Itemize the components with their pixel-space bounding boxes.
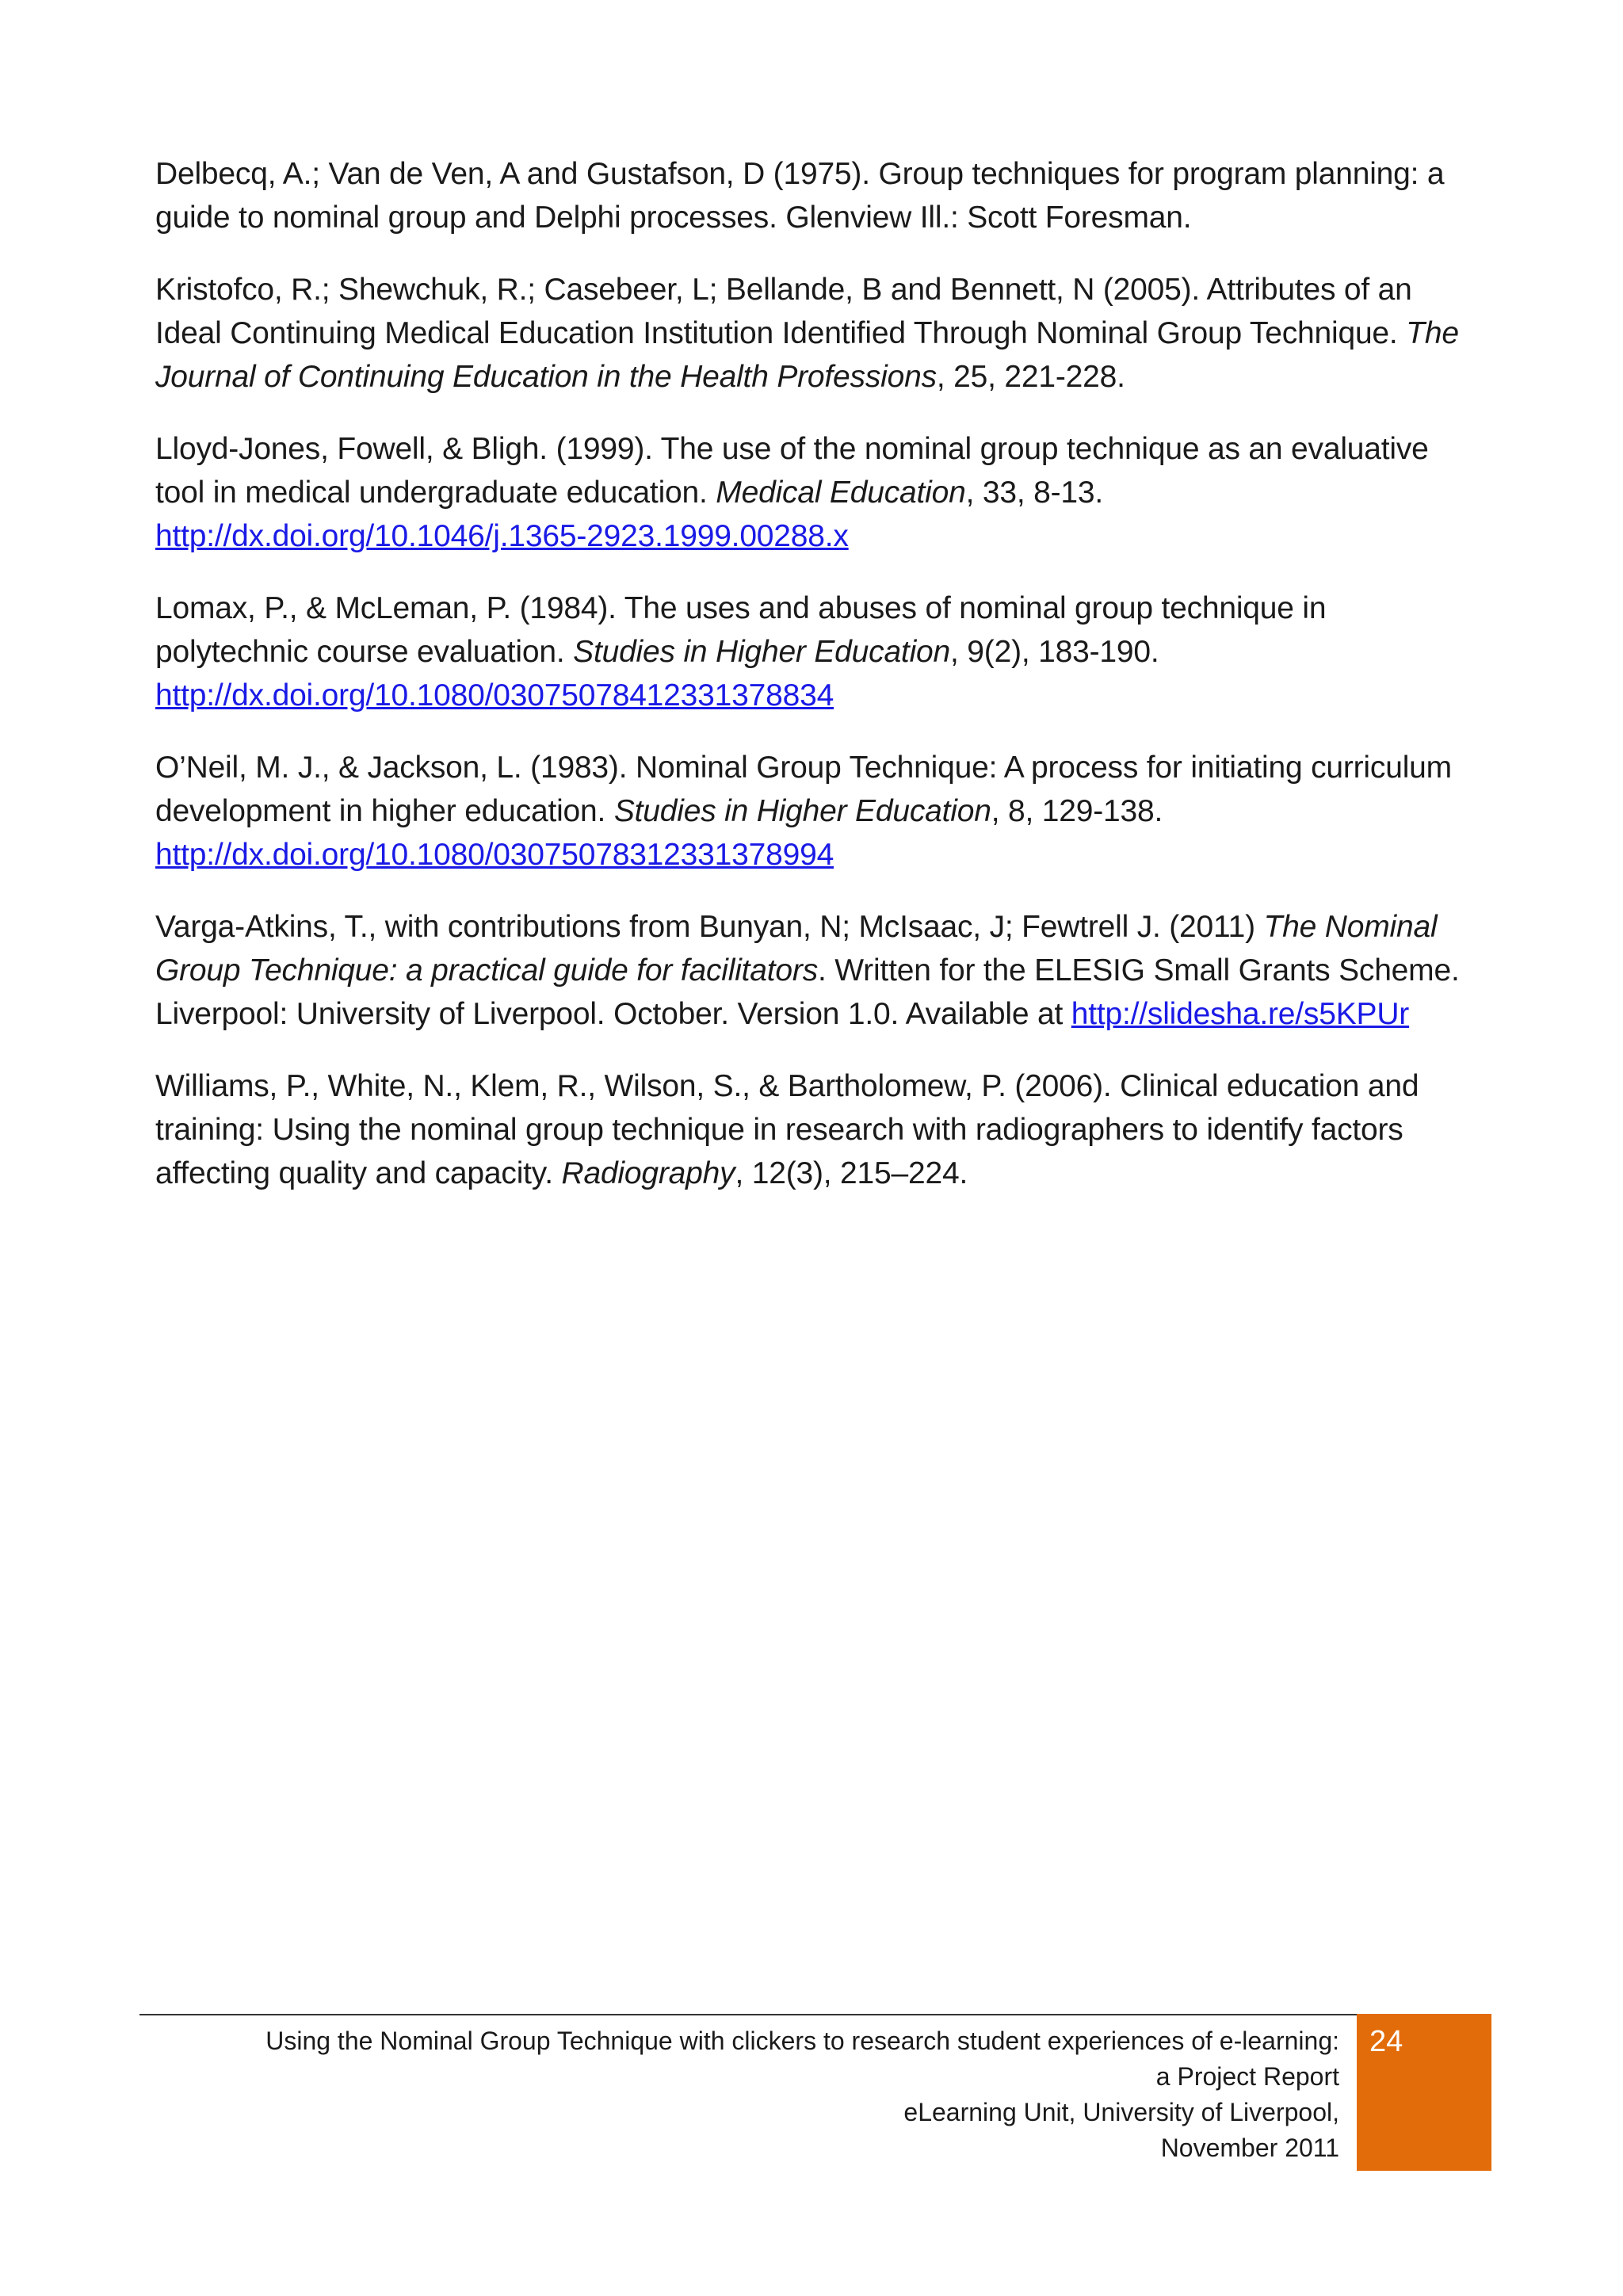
reference-text: Williams, P., White, N., Klem, R., Wilson, S., & Bartholomew, P. (2006). Clinical education and training: Using the nominal group technique in research with radiographers to identify factors affecting quality and capacity.: [155, 1069, 1419, 1190]
reference-text: Lloyd-Jones, Fowell, & Bligh. (1999). The use of the nominal group technique as an evaluative tool in medical undergraduate education.: [155, 432, 1429, 510]
reference-details: , 25, 221-228.: [936, 360, 1125, 394]
doi-link[interactable]: http://dx.doi.org/10.1080/03075078412331378834: [155, 678, 834, 712]
page-number: 24: [1369, 2025, 1403, 2058]
footer-line-subtitle: a Project Report: [1155, 2062, 1339, 2091]
reference-details: , 8, 129-138.: [991, 794, 1163, 828]
reference-item: [155, 746, 1471, 877]
reference-item: [155, 586, 1471, 717]
footer-divider: [139, 2014, 1491, 2015]
reference-details: , 9(2), 183-190.: [950, 635, 1159, 669]
reference-text: O’Neil, M. J., & Jackson, L. (1983). Nominal Group Technique: A process for initiating curriculum development in higher education.: [155, 751, 1452, 828]
slideshare-link[interactable]: http://slidesha.re/s5KPUr: [1071, 997, 1410, 1031]
reference-text: Varga-Atkins, T., with contributions from Bunyan, N; McIsaac, J; Fewtrell J. (2011): [155, 910, 1264, 944]
reference-item: [155, 1064, 1471, 1195]
reference-details: , 33, 8-13.: [965, 476, 1104, 510]
reference-item: [155, 427, 1471, 558]
footer-caption: [151, 2023, 1339, 2166]
reference-list: [155, 152, 1471, 1224]
reference-details: . Written for the ELESIG Small Grants Scheme. Liverpool: University of Liverpool. October. Version 1.0. Available at: [155, 953, 1460, 1031]
reference-text: Delbecq, A.; Van de Ven, A and Gustafson, D (1975). Group techniques for program planning: a guide to nominal group and Delphi processes. Glenview Ill.: Scott Foresman.: [155, 157, 1445, 235]
reference-text: Kristofco, R.; Shewchuk, R.; Casebeer, L; Bellande, B and Bennett, N (2005). Attributes of an Ideal Continuing Medical Education Institution Identified Through Nominal Group Technique.: [155, 273, 1412, 350]
footer-line-date: November 2011: [1160, 2134, 1339, 2162]
reference-text: Lomax, P., & McLeman, P. (1984). The uses and abuses of nominal group technique in polytechnic course evaluation.: [155, 591, 1327, 669]
footer-line-title: Using the Nominal Group Technique with clickers to research student experiences of e-learning:: [265, 2027, 1339, 2055]
footer-line-unit: eLearning Unit, University of Liverpool,: [903, 2098, 1339, 2126]
reference-item: [155, 905, 1471, 1036]
reference-item: [155, 152, 1471, 239]
reference-journal-title: Studies in Higher Education: [613, 794, 991, 828]
doi-link[interactable]: http://dx.doi.org/10.1080/03075078312331378994: [155, 838, 834, 872]
reference-journal-title: Radiography: [561, 1156, 735, 1190]
reference-journal-title: Studies in Higher Education: [573, 635, 951, 669]
reference-journal-title: Medical Education: [716, 476, 966, 510]
reference-guide-title: The Nominal Group Technique: a practical guide for facilitators: [155, 910, 1438, 988]
reference-journal-title: The Journal of Continuing Education in the Health Professions: [155, 316, 1459, 394]
reference-item: [155, 268, 1471, 399]
reference-details: , 12(3), 215–224.: [735, 1156, 968, 1190]
doi-link[interactable]: http://dx.doi.org/10.1046/j.1365-2923.1999.00288.x: [155, 519, 849, 553]
page-number-box: [1357, 2014, 1491, 2171]
